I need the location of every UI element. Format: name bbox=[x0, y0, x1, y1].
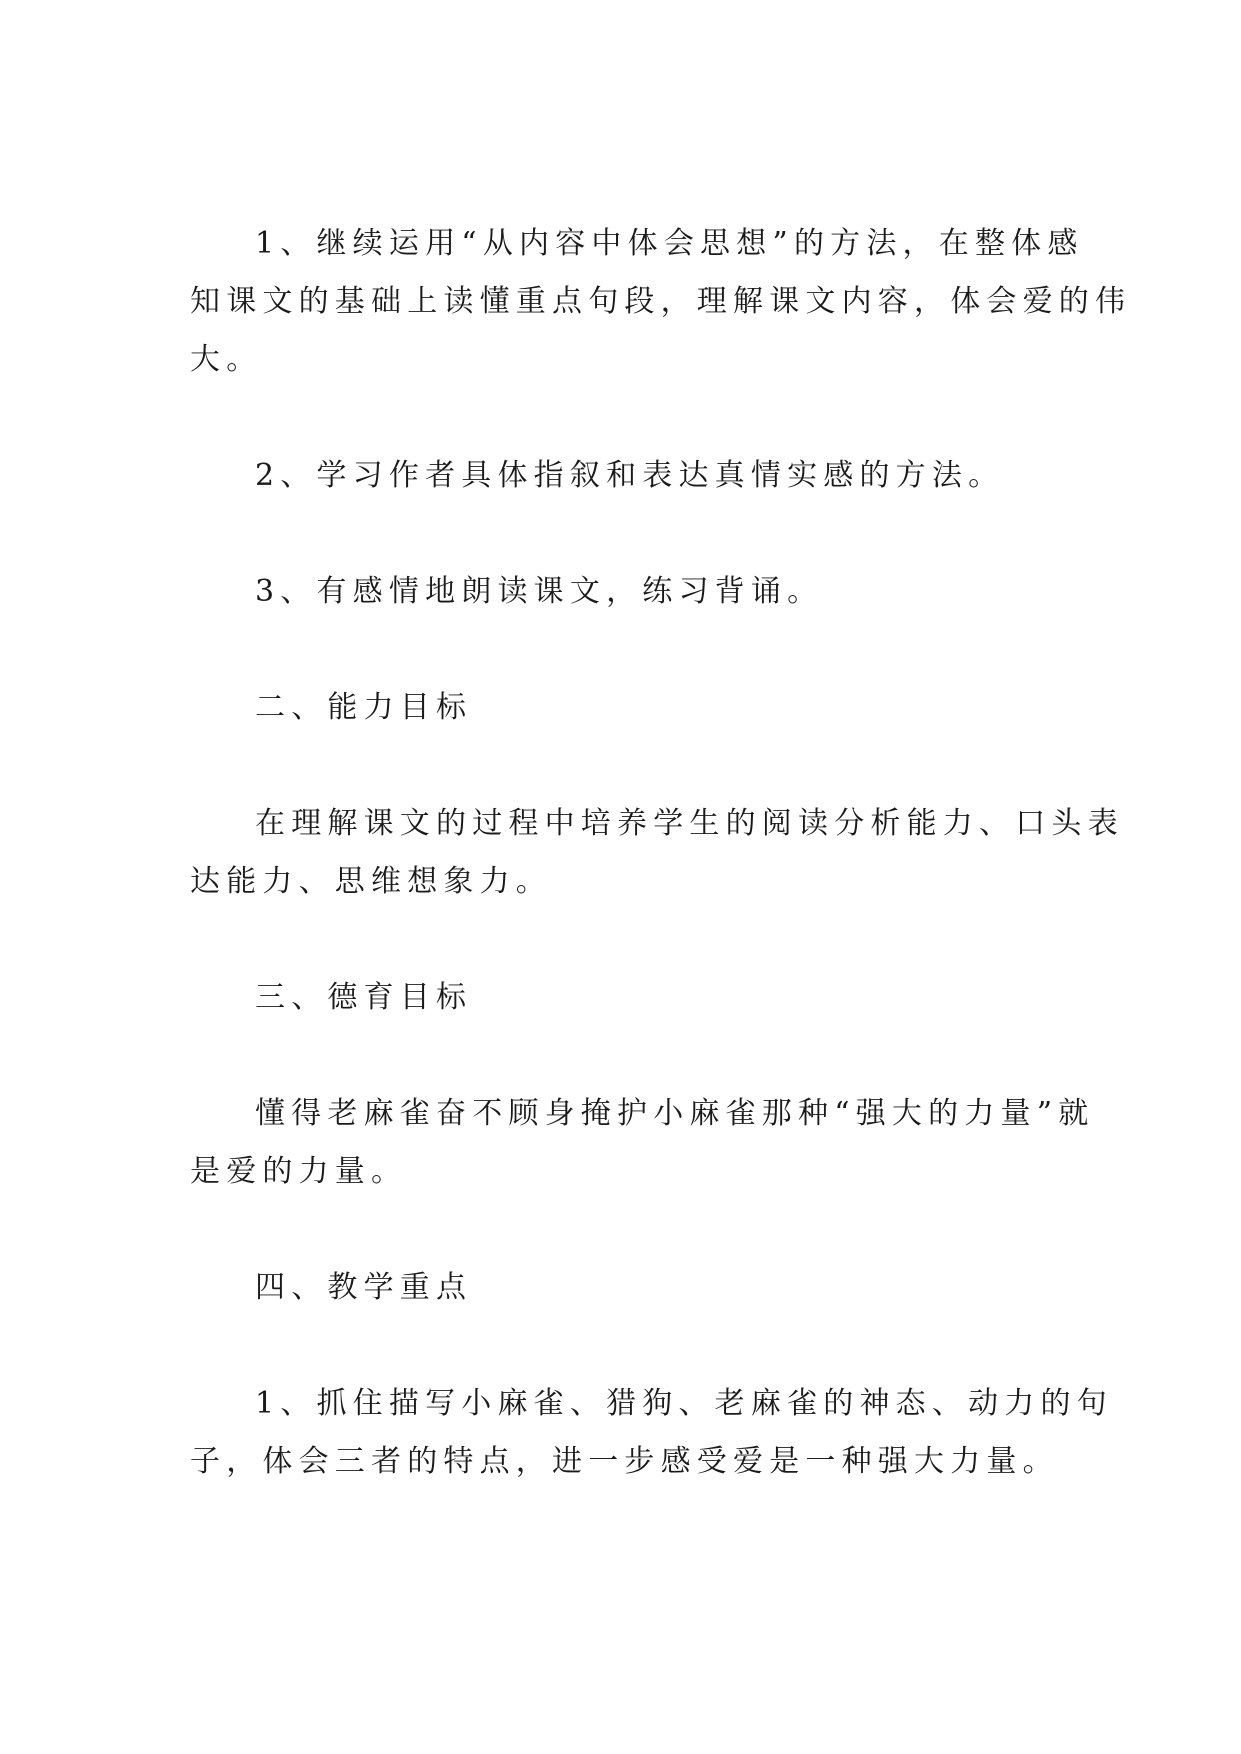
paragraph-focus-line-1: 1、抓住描写小麻雀、猎狗、老麻雀的神态、动力的句 bbox=[255, 1386, 1113, 1421]
paragraph-moral-line-2: 是爱的力量。 bbox=[190, 1154, 408, 1189]
heading-teaching-focus: 四、教学重点 bbox=[255, 1270, 473, 1305]
paragraph-3: 3、有感情地朗读课文，练习背诵。 bbox=[255, 574, 824, 609]
paragraph-ability-line-1: 在理解课文的过程中培养学生的阅读分析能力、口头表 bbox=[255, 806, 1124, 841]
paragraph-moral-line-1: 懂得老麻雀奋不顾身掩护小麻雀那种“强大的力量”就 bbox=[255, 1096, 1095, 1131]
paragraph-1-line-3: 大。 bbox=[190, 342, 263, 377]
heading-ability-goals: 二、能力目标 bbox=[255, 690, 473, 725]
paragraph-focus-line-2: 子，体会三者的特点，进一步感受爱是一种强大力量。 bbox=[190, 1444, 1059, 1479]
heading-moral-goals: 三、德育目标 bbox=[255, 980, 473, 1015]
paragraph-1-line-2: 知课文的基础上读懂重点句段，理解课文内容，体会爱的伟 bbox=[190, 284, 1132, 319]
paragraph-ability-line-2: 达能力、思维想象力。 bbox=[190, 864, 552, 899]
paragraph-1-line-1: 1、继续运用“从内容中体会思想”的方法，在整体感 bbox=[255, 226, 1084, 261]
paragraph-2: 2、学习作者具体指叙和表达真情实感的方法。 bbox=[255, 458, 1005, 493]
